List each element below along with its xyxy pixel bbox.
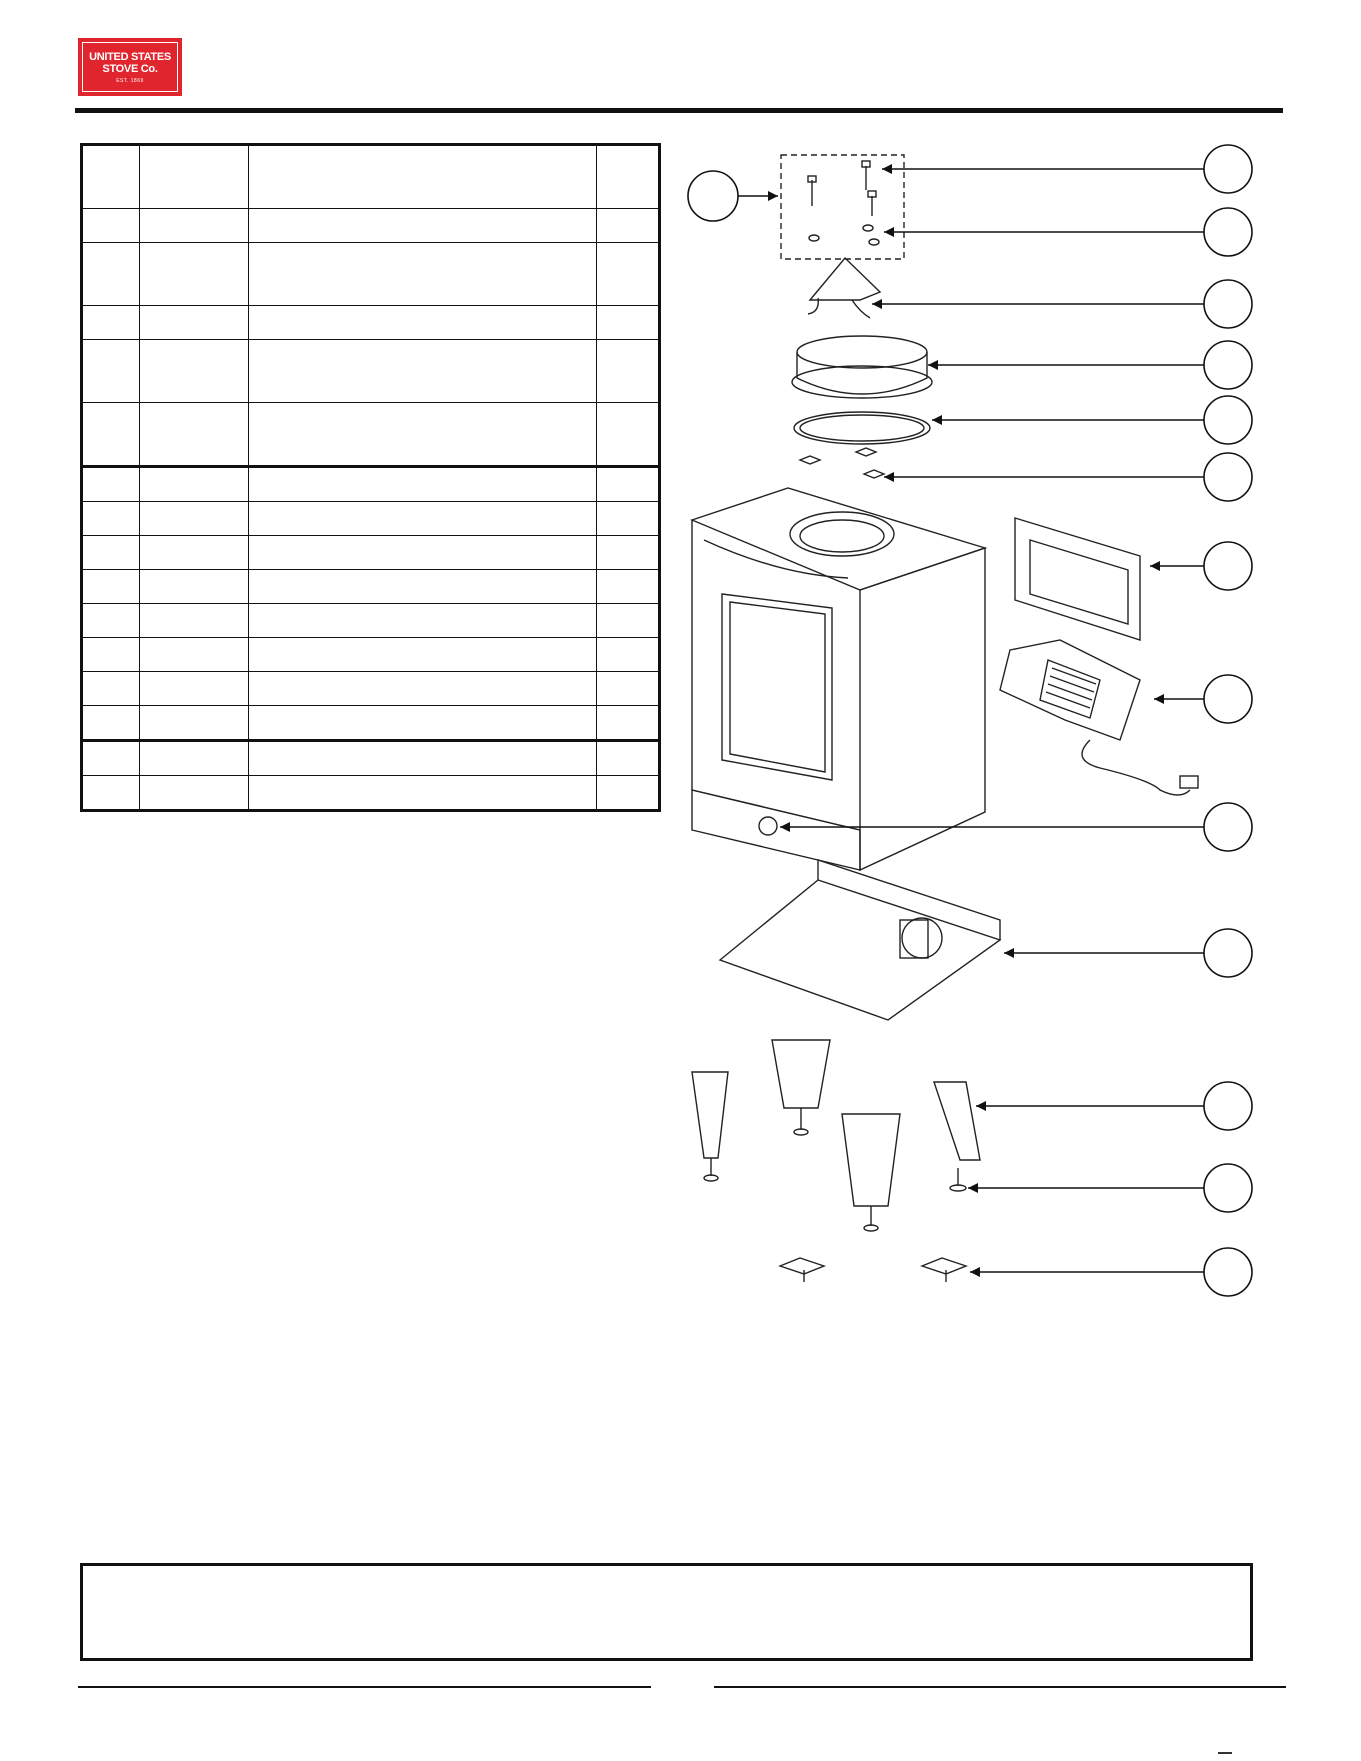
table-row (82, 741, 660, 776)
callout-circle (1204, 145, 1252, 193)
table-cell (82, 403, 140, 467)
callout-circle (1204, 208, 1252, 256)
table-cell (140, 741, 249, 776)
table-cell (597, 243, 660, 306)
table-cell (140, 209, 249, 243)
table-cell (82, 741, 140, 776)
table-cell (82, 776, 140, 811)
table-cell (140, 536, 249, 570)
table-cell (140, 403, 249, 467)
table-cell (140, 706, 249, 741)
table-row (82, 243, 660, 306)
header-cell (82, 145, 140, 209)
table-row (82, 209, 660, 243)
table-cell (249, 209, 597, 243)
note-box (80, 1563, 1253, 1661)
leg-parts (692, 1040, 980, 1231)
footer-rule-left (78, 1686, 651, 1688)
table-cell (597, 536, 660, 570)
callout-arrowheads (768, 164, 1164, 1277)
table-cell (140, 604, 249, 638)
table-cell (82, 672, 140, 706)
table-cell (249, 536, 597, 570)
table-cell (249, 776, 597, 811)
gasket-ring-part (794, 412, 930, 444)
table-row (82, 467, 660, 502)
table-cell (249, 638, 597, 672)
table-cell (140, 570, 249, 604)
table-cell (597, 776, 660, 811)
blower-housing-part (1015, 518, 1140, 640)
table-row (82, 672, 660, 706)
table-cell (597, 604, 660, 638)
exploded-parts-diagram (660, 138, 1300, 1308)
table-cell (249, 243, 597, 306)
callout-circle (1204, 341, 1252, 389)
table-cell (597, 570, 660, 604)
table-cell (249, 403, 597, 467)
table-cell (140, 672, 249, 706)
header-rule (75, 108, 1283, 113)
table-header-row (82, 145, 660, 209)
table-cell (140, 638, 249, 672)
table-cell (597, 672, 660, 706)
callout-circle (1204, 396, 1252, 444)
table-cell (249, 741, 597, 776)
table-row (82, 403, 660, 467)
flue-cap-part (808, 258, 880, 318)
footer-rule-right (714, 1686, 1286, 1688)
table-cell (140, 306, 249, 340)
logo-line-2: STOVE Co. (102, 62, 158, 75)
logo-line-3: EST. 1869 (116, 77, 144, 84)
parts-table (80, 143, 661, 812)
table-cell (82, 502, 140, 536)
table-cell (82, 467, 140, 502)
table-cell (249, 467, 597, 502)
table-cell (249, 604, 597, 638)
table-cell (597, 467, 660, 502)
table-cell (249, 502, 597, 536)
table-cell (82, 536, 140, 570)
table-cell (140, 776, 249, 811)
logo-line-1: UNITED STATES (89, 50, 171, 63)
header-cell (597, 145, 660, 209)
table-row (82, 638, 660, 672)
table-cell (82, 340, 140, 403)
table-cell (82, 604, 140, 638)
table-row (82, 570, 660, 604)
table-cell (82, 638, 140, 672)
table-cell (597, 209, 660, 243)
table-row (82, 536, 660, 570)
table-cell (249, 306, 597, 340)
callout-circle (1204, 542, 1252, 590)
callout-circle (1204, 1082, 1252, 1130)
table-cell (597, 638, 660, 672)
table-row (82, 776, 660, 811)
callout-circle (1204, 280, 1252, 328)
flue-collar-part (792, 336, 932, 398)
table-cell (82, 306, 140, 340)
callout-circle (1204, 675, 1252, 723)
table-cell (249, 340, 597, 403)
table-cell (82, 706, 140, 741)
callout-circle (1204, 1164, 1252, 1212)
blower-assembly-part (1000, 640, 1198, 795)
table-row (82, 306, 660, 340)
table-cell (82, 243, 140, 306)
table-cell (597, 306, 660, 340)
bottom-plate-part (720, 860, 1000, 1020)
table-cell (597, 502, 660, 536)
bracket-parts (780, 1258, 966, 1282)
table-cell (140, 340, 249, 403)
table-row (82, 706, 660, 741)
callout-circle (688, 171, 738, 221)
table-cell (597, 340, 660, 403)
table-row (82, 502, 660, 536)
table-cell (140, 243, 249, 306)
stove-body (692, 488, 985, 870)
table-row (82, 604, 660, 638)
header-cell (249, 145, 597, 209)
table-cell (249, 672, 597, 706)
table-row (82, 340, 660, 403)
brand-logo (78, 38, 182, 96)
header-cell (140, 145, 249, 209)
callout-circle (1204, 929, 1252, 977)
table-cell (249, 706, 597, 741)
table-cell (597, 706, 660, 741)
table-cell (249, 570, 597, 604)
table-cell (82, 209, 140, 243)
table-cell (82, 570, 140, 604)
callout-circle (1204, 803, 1252, 851)
clip-parts (800, 448, 884, 478)
callout-circles (688, 145, 1252, 1296)
table-cell (597, 741, 660, 776)
table-cell (597, 403, 660, 467)
callout-circle (1204, 453, 1252, 501)
table-cell (140, 467, 249, 502)
table-cell (140, 502, 249, 536)
callout-circle (1204, 1248, 1252, 1296)
page-number-mark (1218, 1752, 1232, 1754)
